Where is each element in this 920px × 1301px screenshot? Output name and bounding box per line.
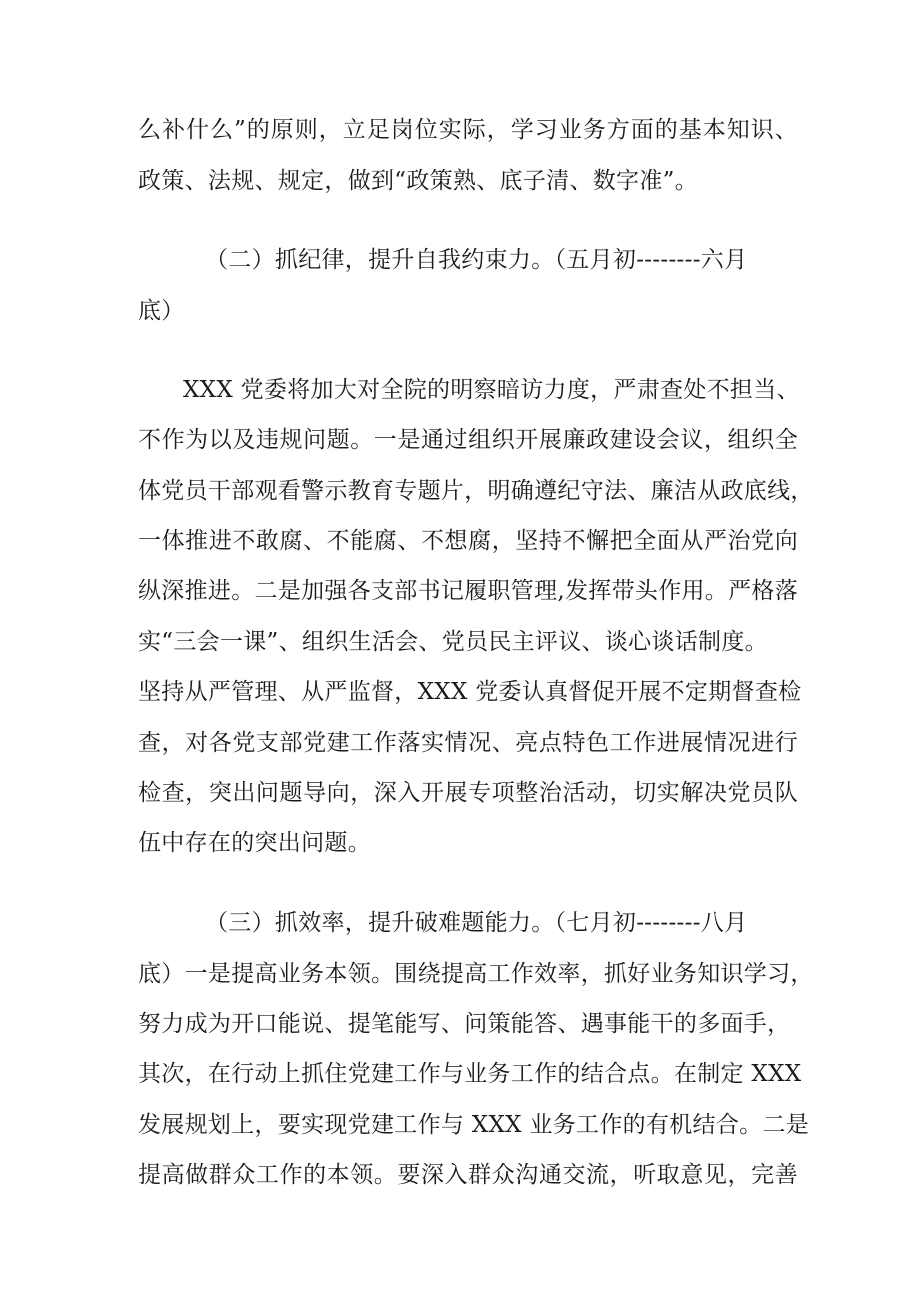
para1-line1: 么补什么”的原则，立足岗位实际，学习业务方面的基本知识、 — [138, 117, 798, 143]
para2-line3: 体党员干部观看警示教育专题片，明确遵纪守法、廉洁从政底线， — [138, 478, 814, 504]
para2-line9: 检查，突出问题导向，深入开展专项整治活动，切实解决党员队 — [138, 780, 798, 806]
heading3-line4: 其次，在行动上抓住党建工作与业务工作的结合点。在制定 XXX — [138, 1061, 802, 1087]
para2-line5: 纵深推进。二是加强各支部书记履职管理,发挥带头作用。严格落 — [138, 578, 799, 604]
para2-line2: 不作为以及违规问题。一是通过组织开展廉政建设会议，组织全 — [138, 427, 798, 453]
heading3-line6: 提高做群众工作的本领。要深入群众沟通交流，听取意见，完善 — [138, 1162, 798, 1188]
para1-line2: 政策、法规、规定，做到“政策熟、底子清、数字准”。 — [138, 168, 699, 194]
para2-line1: XXX 党委将加大对全院的明察暗访力度，严肃查处不担当、 — [183, 377, 800, 403]
heading2-line1: （二）抓纪律，提升自我约束力。（五月初--------六月 — [205, 247, 748, 273]
para2-line8: 查，对各党支部党建工作落实情况、亮点特色工作进展情况进行 — [138, 730, 798, 756]
para2-line4: 一体推进不敢腐、不能腐、不想腐，坚持不懈把全面从严治党向 — [138, 528, 798, 554]
para2-line7: 坚持从严管理、从严监督，XXX 党委认真督促开展不定期督查检 — [138, 679, 802, 705]
heading2-line2: 底） — [138, 298, 185, 324]
para2-line10: 伍中存在的突出问题。 — [138, 830, 371, 856]
heading3-line2: 底）一是提高业务本领。围绕提高工作效率，抓好业务知识学习， — [138, 961, 814, 987]
para2-line6: 实“三会一课”、组织生活会、党员民主评议、谈心谈话制度。 — [138, 629, 768, 655]
heading3-line5: 发展规划上，要实现党建工作与 XXX 业务工作的有机结合。二是 — [138, 1112, 810, 1138]
heading3-line3: 努力成为开口能说、提笔能写、问策能答、遇事能干的多面手， — [138, 1011, 791, 1037]
heading3-line1: （三）抓效率，提升破难题能力。（七月初--------八月 — [205, 910, 748, 936]
